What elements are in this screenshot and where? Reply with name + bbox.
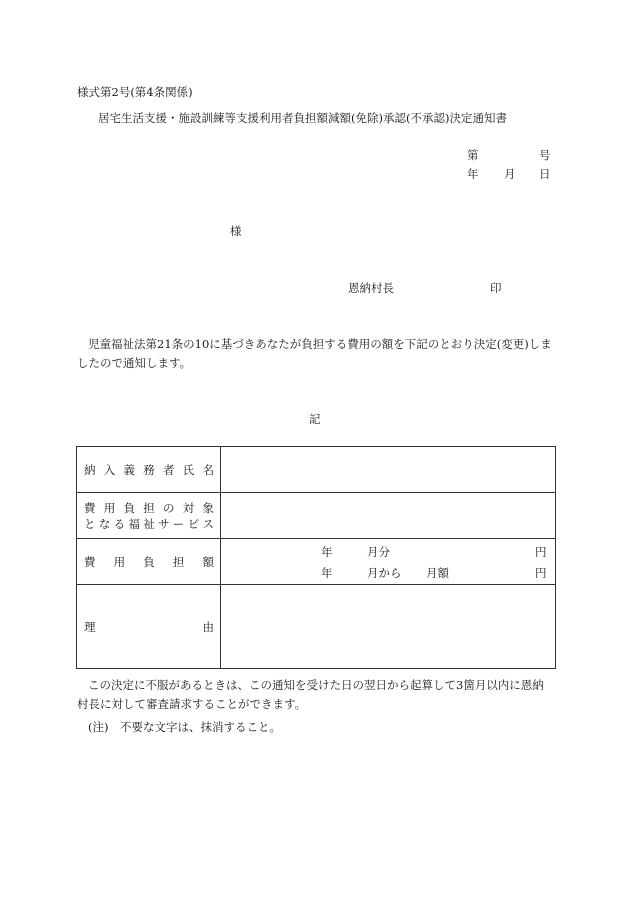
target-service-label: 費 用 負 担 の 対 象 と な る 福 祉 サ ー ビ ス xyxy=(77,493,221,539)
payer-name-field[interactable] xyxy=(221,447,556,493)
amount1-year: 年 xyxy=(321,545,333,559)
table-row xyxy=(77,493,556,539)
reason-field[interactable] xyxy=(221,585,556,669)
document-number-prefix: 第 xyxy=(467,148,479,162)
amount2-yen: 円 xyxy=(535,566,547,580)
target-service-field[interactable] xyxy=(221,493,556,539)
addressee-honorific: 様 xyxy=(230,224,242,238)
date-day: 日 xyxy=(539,167,551,181)
date-month: 月 xyxy=(504,167,516,181)
table-row xyxy=(77,539,556,585)
issuer-name: 恩納村長 xyxy=(348,281,394,295)
document-number-suffix: 号 xyxy=(539,148,551,162)
document-title: 居宅生活支援・施設訓練等支援利用者負担額減額(免除)承認(不承認)決定通知書 xyxy=(98,111,507,125)
table-row xyxy=(77,447,556,493)
table-row xyxy=(77,585,556,669)
footnote: (注) 不要な文字は、抹消すること。 xyxy=(88,720,281,734)
date-year: 年 xyxy=(467,167,479,181)
ki-heading: 記 xyxy=(309,412,321,426)
form-number-label: 様式第2号(第4条関係) xyxy=(77,85,193,99)
body-paragraph: 児童福祉法第21条の10に基づきあなたが負担する費用の額を下記のとおり決定(変更)しましたので通知します。 xyxy=(77,337,552,370)
objection-notice: この決定に不服があるときは、この通知を受けた日の翌日から起算して3箇月以内に恩納村長に対して審査請求することができます。 xyxy=(77,678,544,711)
decision-table xyxy=(76,446,556,669)
reason-label: 理 由 xyxy=(77,585,221,669)
payer-name-label: 納 入 義 務 者 氏 名 xyxy=(77,447,221,493)
amount1-yen: 円 xyxy=(535,545,547,559)
burden-amount-label: 費 用 負 担 額 xyxy=(77,539,221,585)
amount1-month: 月分 xyxy=(367,545,390,559)
amount2-monthly: 月額 xyxy=(426,566,449,580)
amount2-from-month: 月から xyxy=(367,566,402,580)
burden-amount-field[interactable] xyxy=(221,539,556,585)
amount2-year: 年 xyxy=(321,566,333,580)
seal-mark: 印 xyxy=(490,281,502,295)
